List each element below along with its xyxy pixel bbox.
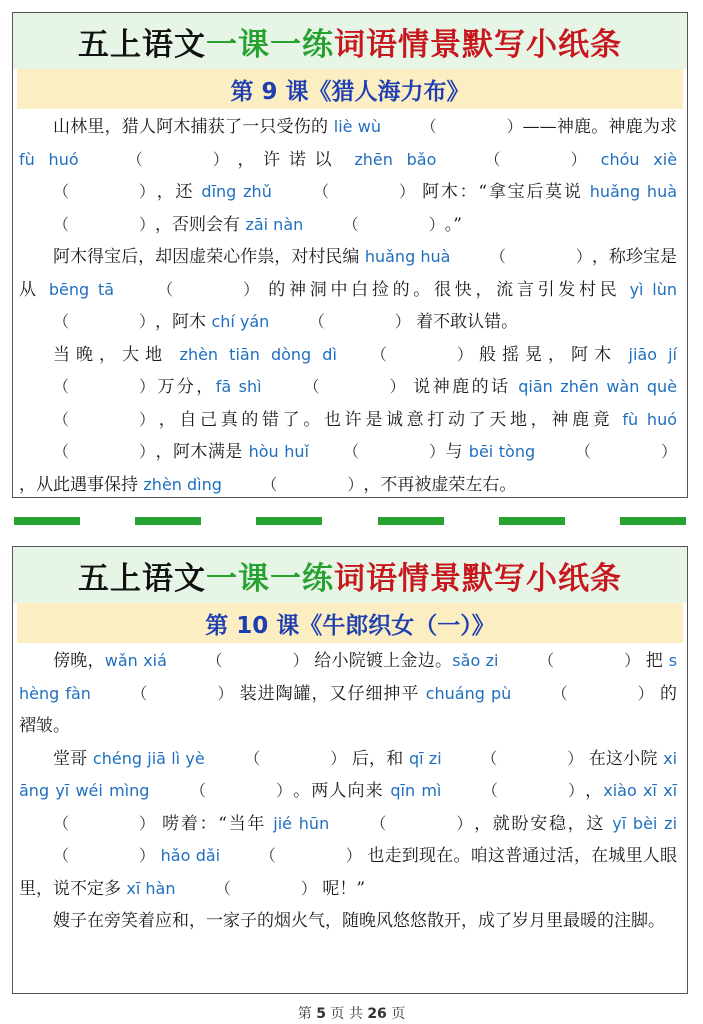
pinyin-prompt: xiāng yī wéi mìng: [19, 748, 678, 800]
answer-blank[interactable]: [504, 645, 640, 678]
blank-open-paren: （: [244, 748, 261, 768]
paragraph-text: 般摇晃，阿木: [472, 344, 629, 365]
blank-open-paren: （: [313, 182, 330, 201]
banner-subject: 五上语文: [78, 560, 206, 597]
blank-open-paren: （: [308, 312, 325, 331]
answer-blank[interactable]: [275, 306, 411, 339]
footer-total-pages: 26: [367, 1006, 387, 1022]
blank-close-paren: ）: [292, 651, 309, 670]
answer-blank[interactable]: [309, 209, 445, 242]
blank-open-paren: （: [206, 651, 223, 670]
paragraph-text: [272, 182, 279, 202]
paragraph-text: ——神鹿。神鹿为求: [522, 117, 678, 137]
answer-blank[interactable]: [181, 873, 317, 906]
blank-open-paren: （: [484, 149, 501, 169]
pinyin-prompt: zhèn tiān dòng dì: [179, 344, 337, 364]
blank-open-paren: （: [303, 377, 320, 396]
blank-close-paren: ）: [139, 846, 156, 865]
pinyin-prompt: hòu huǐ: [248, 442, 309, 461]
paragraph-text: 给小院镀上金边。: [308, 651, 453, 671]
blank-open-paren: （: [481, 781, 498, 800]
answer-blank[interactable]: [269, 371, 405, 404]
blank-open-paren: （: [342, 442, 359, 461]
paragraph-text: 山林里，猎人阿木捕获了一只受伤的: [53, 117, 334, 137]
blank-open-paren: （: [538, 651, 555, 670]
pinyin-prompt: shèng fàn: [19, 651, 678, 703]
answer-blank[interactable]: [156, 775, 292, 808]
paragraph-text: ，不再被虚荣左右。: [363, 474, 517, 495]
answer-blank[interactable]: [309, 436, 445, 469]
pinyin-prompt: sǎo zi: [452, 651, 499, 670]
pinyin-prompt: zhèn dìng: [143, 474, 222, 494]
blank-open-paren: （: [551, 683, 568, 703]
divider-dash: [378, 517, 444, 525]
paragraph-text: [436, 150, 450, 170]
footer-prefix: 第: [297, 1006, 312, 1022]
paragraph-text: ，阿木: [155, 312, 212, 332]
paragraph-text: [329, 814, 336, 834]
answer-blank[interactable]: [173, 645, 309, 678]
paragraph-text: 着不敢认错。: [410, 312, 519, 332]
paragraph-text: 阿木得宝后，却因虚荣心作祟，对村民编: [53, 247, 365, 267]
paragraph-text: 的神洞中白捡的。很快，流言引发村民: [259, 279, 630, 300]
blank-close-paren: ）: [567, 748, 584, 768]
pinyin-prompt: zāi nàn: [245, 214, 304, 234]
paragraph: [19, 645, 677, 743]
paragraph-text: ，否则会有: [155, 214, 246, 235]
paragraph-text: 当晚，大地: [53, 344, 180, 365]
pinyin-prompt: jié hūn: [273, 813, 330, 833]
footer-middle: 页 共: [330, 1006, 363, 1022]
pinyin-prompt: bēi tòng: [468, 442, 536, 461]
paragraph-text: 傍晚，: [53, 651, 105, 671]
blank-close-paren: ）: [212, 149, 229, 169]
blank-close-paren: ）: [567, 781, 584, 800]
blank-close-paren: ）: [139, 442, 156, 461]
pinyin-prompt: dīng zhǔ: [201, 182, 272, 201]
paragraph-text: 后，和: [346, 748, 409, 769]
paragraph-text: [587, 150, 601, 170]
blank-close-paren: ）: [330, 748, 347, 768]
divider-dash: [256, 517, 322, 525]
paragraph-text: ，就盼安稳，这: [472, 813, 613, 834]
lesson-title: 第 9 课《猎人海力布》: [17, 69, 683, 109]
blank-open-paren: （: [53, 442, 70, 461]
answer-blank[interactable]: [19, 808, 155, 841]
paragraph-text: ，: [583, 781, 604, 801]
blank-close-paren: ）: [637, 683, 654, 703]
blank-close-paren: ）: [661, 442, 678, 461]
blank-close-paren: ）: [139, 377, 156, 396]
pinyin-prompt: qīn mì: [390, 781, 442, 800]
pinyin-prompt: bēng tā: [48, 279, 115, 299]
page-footer: [0, 1003, 703, 1023]
blank-open-paren: （: [189, 781, 206, 800]
answer-blank[interactable]: [518, 678, 654, 711]
blank-close-paren: ）: [139, 312, 156, 331]
pinyin-prompt: huǎng huà: [589, 182, 678, 201]
blank-close-paren: ）: [456, 813, 473, 833]
pinyin-prompt: xī hàn: [126, 878, 176, 898]
blank-close-paren: ）: [217, 683, 234, 703]
answer-blank[interactable]: [19, 840, 155, 873]
section-divider: [14, 517, 686, 525]
pinyin-prompt: qiān zhēn wàn què: [518, 377, 678, 396]
pinyin-prompt: qī zi: [408, 748, 442, 768]
blank-open-paren: （: [420, 117, 437, 136]
pinyin-prompt: chéng jiā lì yè: [92, 748, 205, 768]
paragraph-text: [114, 280, 123, 300]
banner-series: 一课一练: [206, 26, 334, 63]
answer-blank[interactable]: [337, 339, 473, 372]
pinyin-prompt: chí yán: [211, 312, 270, 331]
paragraph-text: [262, 377, 270, 397]
paragraph-text: 万分，: [155, 377, 216, 397]
pinyin-prompt: zhēn bǎo: [354, 149, 437, 169]
answer-blank[interactable]: [456, 241, 592, 274]
answer-blank[interactable]: [93, 144, 229, 177]
pinyin-prompt: jiāo jí: [628, 344, 677, 364]
paragraph-text: ，自己真的错了。也许是诚意打动了天地，神鹿竟: [155, 409, 623, 430]
blank-close-paren: ）: [575, 247, 592, 266]
answer-blank[interactable]: [123, 274, 259, 307]
answer-blank[interactable]: [447, 743, 583, 776]
banner-topic: 词语情景默写小纸条: [334, 26, 622, 63]
answer-blank[interactable]: [448, 775, 584, 808]
paragraph: [19, 241, 677, 339]
paragraph-text: ，从此遇事保持: [19, 474, 144, 495]
pinyin-prompt: fù huó: [622, 409, 678, 429]
blank-close-paren: ）: [399, 182, 416, 201]
worksheet-banner: [13, 13, 687, 69]
paragraph-text: 在这小院: [583, 748, 664, 769]
answer-blank[interactable]: [226, 840, 362, 873]
paragraph: [19, 111, 677, 241]
paragraph: [19, 905, 677, 938]
paragraph-text: 的褶皱。: [19, 683, 678, 736]
answer-blank[interactable]: [19, 306, 155, 339]
paragraph-text: [79, 150, 93, 170]
answer-blank[interactable]: [541, 436, 677, 469]
blank-open-paren: （: [489, 247, 506, 266]
blank-open-paren: （: [370, 344, 387, 364]
pinyin-prompt: wǎn xiá: [104, 651, 167, 670]
pinyin-prompt: chuáng pù: [425, 683, 512, 703]
pinyin-prompt: yī bèi zi: [612, 813, 678, 833]
blank-close-paren: ）: [428, 214, 445, 234]
paragraph-text: 堂哥: [53, 748, 93, 769]
footer-suffix: 页: [391, 1006, 406, 1022]
paragraph: [19, 743, 677, 906]
worksheet-card-lesson-10: [12, 546, 688, 994]
answer-blank[interactable]: [19, 404, 155, 437]
blank-open-paren: （: [53, 409, 70, 429]
answer-blank[interactable]: [19, 436, 155, 469]
blank-close-paren: ）: [624, 651, 641, 670]
blank-open-paren: （: [53, 846, 70, 865]
lesson-title: 第 10 课《牛郎织女（一）》: [17, 603, 683, 643]
paragraph-text: 装进陶罐，又仔细抻平: [233, 683, 426, 704]
blank-close-paren: ）: [139, 182, 156, 201]
blank-close-paren: ）: [139, 813, 156, 833]
blank-close-paren: ）: [570, 149, 587, 169]
paragraph-text: 与: [445, 442, 469, 462]
pinyin-prompt: huǎng huà: [364, 247, 451, 266]
divider-dash: [14, 517, 80, 525]
blank-open-paren: （: [53, 813, 70, 833]
blank-close-paren: ）: [456, 344, 473, 364]
blank-open-paren: （: [214, 878, 231, 898]
banner-subject: 五上语文: [78, 26, 206, 63]
blank-open-paren: （: [481, 748, 498, 768]
blank-open-paren: （: [370, 813, 387, 833]
blank-open-paren: （: [53, 214, 70, 234]
paragraph-text: 嫂子在旁笑着应和，一家子的烟火气，随晚风悠悠散开，成了岁月里最暖的注脚。: [53, 911, 665, 931]
blank-open-paren: （: [131, 683, 148, 703]
paragraph-text: 。两人向来: [291, 781, 391, 801]
pinyin-prompt: xiào xī xī: [603, 781, 678, 800]
answer-blank[interactable]: [19, 176, 155, 209]
blank-open-paren: （: [53, 377, 70, 396]
answer-blank[interactable]: [387, 111, 523, 144]
answer-blank[interactable]: [336, 808, 472, 841]
banner-series: 一课一练: [206, 560, 334, 597]
blank-close-paren: ）: [506, 117, 523, 136]
blank-open-paren: （: [53, 312, 70, 331]
blank-close-paren: ）: [394, 312, 411, 331]
blank-open-paren: （: [259, 846, 276, 865]
answer-blank[interactable]: [210, 743, 346, 776]
paragraph-text: 把: [640, 651, 669, 671]
pinyin-prompt: liè wù: [333, 117, 381, 136]
answer-blank[interactable]: [19, 209, 155, 242]
pinyin-prompt: yì lùn: [629, 279, 678, 299]
pinyin-prompt: fā shì: [215, 377, 262, 396]
paragraph-text: ，阿木满是: [155, 442, 249, 462]
answer-blank[interactable]: [19, 371, 155, 404]
paragraph-text: 阿木：“拿宝后莫说: [415, 182, 590, 202]
answer-blank[interactable]: [451, 144, 587, 177]
blank-open-paren: （: [261, 474, 278, 494]
blank-close-paren: ）: [389, 377, 406, 396]
blank-close-paren: ）: [347, 474, 364, 494]
blank-close-paren: ）: [275, 781, 292, 800]
blank-close-paren: ）: [243, 279, 260, 299]
paragraph-text: ，许诺以: [228, 149, 355, 170]
footer-page-number: 5: [316, 1006, 326, 1022]
lesson-body: [13, 643, 687, 938]
paragraph-text: 唠着：“当年: [155, 813, 274, 834]
divider-dash: [620, 517, 686, 525]
paragraph: [19, 339, 677, 502]
paragraph-text: 说神鹿的话: [405, 377, 519, 397]
answer-blank[interactable]: [97, 678, 233, 711]
answer-blank[interactable]: [227, 469, 363, 502]
paragraph-text: ，称珍宝是从: [19, 247, 678, 300]
blank-close-paren: ）: [345, 846, 362, 865]
blank-open-paren: （: [126, 149, 143, 169]
lesson-body: [13, 109, 687, 501]
blank-close-paren: ）: [139, 409, 156, 429]
worksheet-banner: [13, 547, 687, 603]
divider-dash: [499, 517, 565, 525]
blank-close-paren: ）: [139, 214, 156, 234]
paragraph-text: ，还: [155, 182, 202, 202]
blank-open-paren: （: [575, 442, 592, 461]
blank-close-paren: ）: [300, 878, 317, 898]
blank-open-paren: （: [157, 279, 174, 299]
pinyin-prompt: fù huó: [19, 149, 79, 169]
worksheet-card-lesson-9: [12, 12, 688, 498]
banner-topic: 词语情景默写小纸条: [334, 560, 622, 597]
paragraph-text: 呢！”: [316, 878, 366, 899]
blank-close-paren: ）: [428, 442, 445, 461]
blank-open-paren: （: [53, 182, 70, 201]
blank-open-paren: （: [342, 214, 359, 234]
paragraph-text: 。”: [444, 214, 462, 235]
paragraph-text: 也走到现在。咱这普通过活，在城里人眼里，说不定多: [19, 846, 678, 899]
pinyin-prompt: hǎo dǎi: [160, 846, 221, 865]
pinyin-prompt: chóu xiè: [600, 149, 678, 169]
answer-blank[interactable]: [279, 176, 415, 209]
divider-dash: [135, 517, 201, 525]
